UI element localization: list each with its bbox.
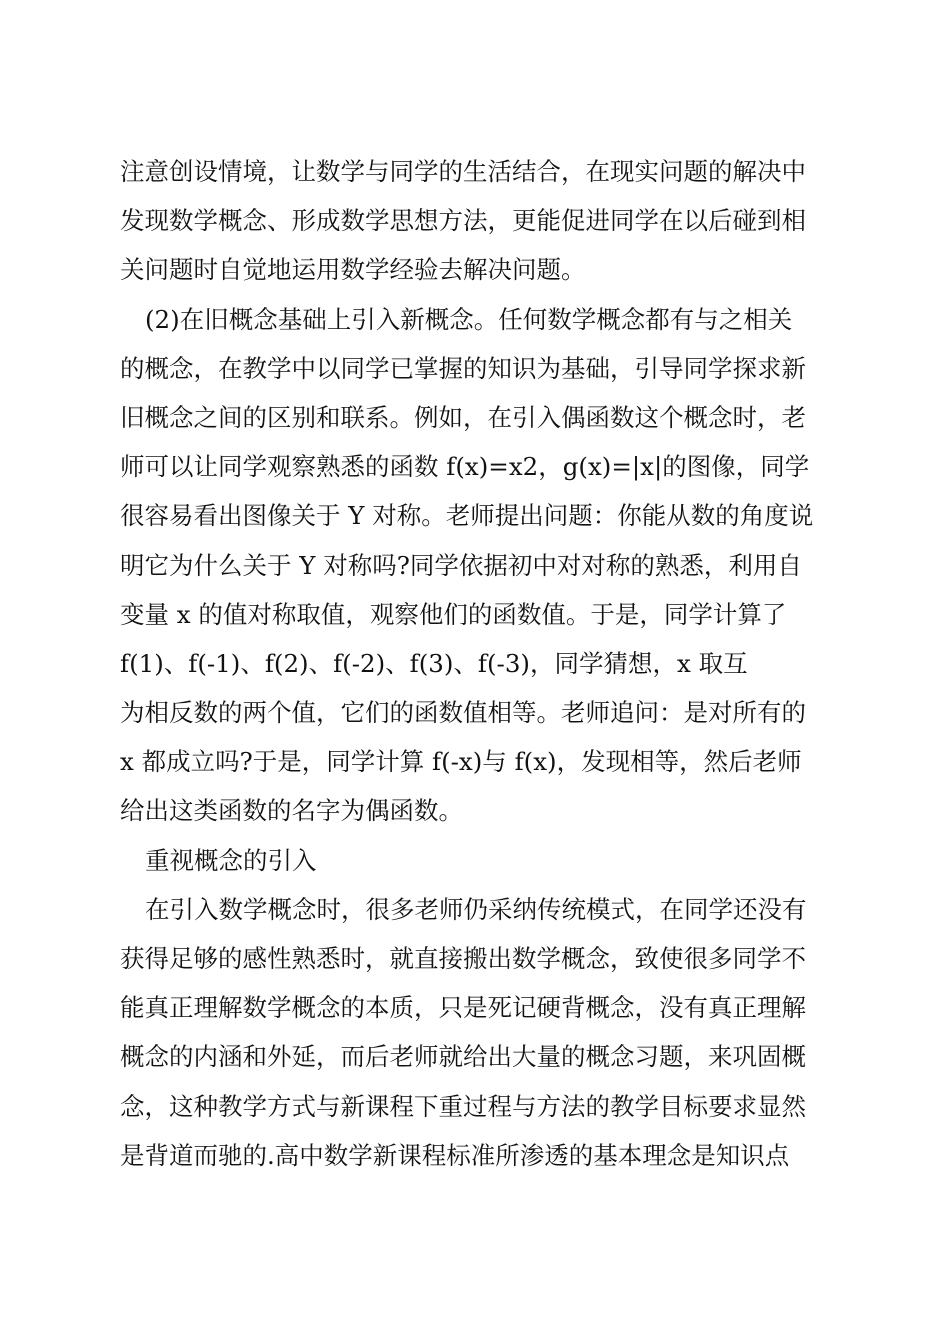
text-line: 很容易看出图像关于 Y 对称。老师提出问题：你能从数的角度说 [120,501,814,531]
text-line: x 都成立吗?于是，同学计算 f(-x)与 f(x)，发现相等，然后老师 [120,747,802,777]
text-line: 能真正理解数学概念的本质，只是死记硬背概念，没有真正理解 [120,993,806,1023]
text-line: 为相反数的两个值，它们的函数值相等。老师追问：是对所有的 [120,698,806,728]
text-line: 概念的内涵和外延，而后老师就给出大量的概念习题，来巩固概 [120,1042,806,1072]
paragraph-start-line: (2)在旧概念基础上引入新概念。任何数学概念都有与之相关 [145,304,793,334]
document-body [120,147,840,1180]
text-line: 关问题时自觉地运用数学经验去解决问题。 [120,255,586,285]
section-heading: 重视概念的引入 [145,845,317,875]
text-line: 的概念，在教学中以同学已掌握的知识为基础，引导同学探求新 [120,353,806,383]
text-line: 是背道而驰的.高中数学新课程标准所渗透的基本理念是知识点 [120,1140,790,1170]
text-line: 注意创设情境，让数学与同学的生活结合，在现实问题的解决中 [120,157,806,186]
text-line: 旧概念之间的区别和联系。例如，在引入偶函数这个概念时，老 [120,402,806,432]
text-line: f(1)、f(-1)、f(2)、f(-2)、f(3)、f(-3)，同学猜想，x 取互 [120,648,748,678]
text-line: 师可以让同学观察熟悉的函数 f(x)=x2，g(x)=|x|的图像，同学 [120,452,810,482]
text-line: 念，这种教学方式与新课程下重过程与方法的教学目标要求显然 [120,1091,806,1121]
text-line: 给出这类函数的名字为偶函数。 [120,796,463,826]
text-line: 明它为什么关于 Y 对称吗?同学依据初中对对称的熟悉，利用自 [120,550,802,580]
text-line: 发现数学概念、形成数学思想方法，更能促进同学在以后碰到相 [120,206,806,236]
text-line: 获得足够的感性熟悉时，就直接搬出数学概念，致使很多同学不 [120,944,806,973]
paragraph-start-line: 在引入数学概念时，很多老师仍采纳传统模式，在同学还没有 [145,894,807,924]
text-line: 变量 x 的值对称取值，观察他们的函数值。于是，同学计算了 [120,599,787,629]
